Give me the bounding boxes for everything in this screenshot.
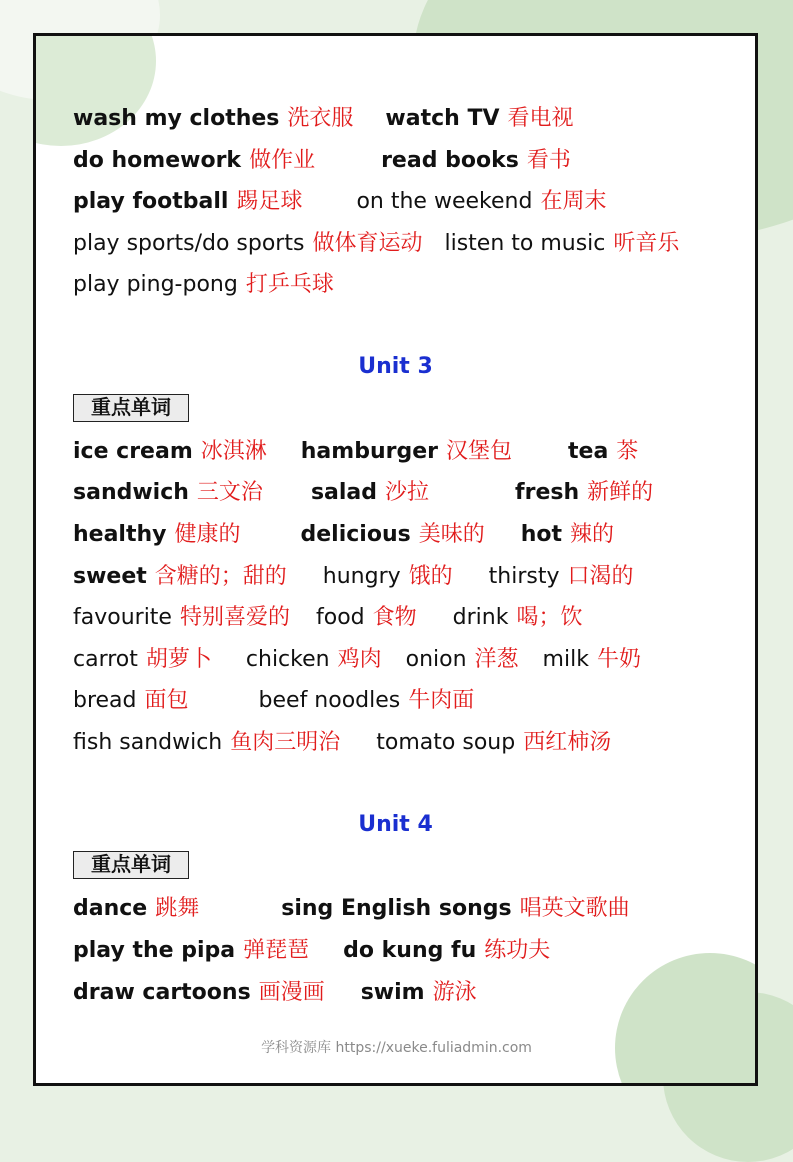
- english-term: drink: [452, 605, 509, 630]
- chinese-meaning: 唱英文歌曲: [519, 896, 630, 921]
- vocab-line: [73, 603, 582, 633]
- english-term: play the pipa: [73, 938, 236, 963]
- chinese-meaning: 洗衣服: [287, 106, 354, 131]
- vocab-pair: [73, 478, 263, 508]
- key-words-label: 重点单词: [73, 394, 189, 422]
- vocab-pair: [323, 562, 453, 592]
- unit-title: Unit 3: [358, 354, 433, 379]
- english-term: play ping-pong: [73, 272, 238, 297]
- vocab-line: [73, 146, 571, 176]
- vocab-pair: [73, 936, 309, 966]
- chinese-meaning: 鸡肉: [337, 647, 382, 672]
- english-term: do homework: [73, 148, 242, 173]
- chinese-meaning: 美味的: [418, 522, 485, 547]
- english-term: ice cream: [73, 439, 193, 464]
- chinese-meaning: 胡萝卜: [145, 647, 212, 672]
- chinese-meaning: 游泳: [432, 980, 477, 1005]
- english-term: hot: [520, 522, 563, 547]
- footer-watermark: 学科资源库 https://xueke.fuliadmin.com: [261, 1040, 532, 1056]
- english-term: healthy: [73, 522, 167, 547]
- chinese-meaning: 饿的: [408, 564, 453, 589]
- chinese-meaning: 茶: [616, 439, 639, 464]
- english-term: read books: [381, 148, 519, 173]
- vocab-pair: [385, 104, 573, 134]
- chinese-meaning: 喝；饮: [516, 605, 583, 630]
- vocab-pair: [73, 603, 290, 633]
- vocab-line: [73, 520, 614, 550]
- vocab-pair: [381, 146, 571, 176]
- chinese-meaning: 沙拉: [385, 480, 430, 505]
- chinese-meaning: 新鲜的: [587, 480, 654, 505]
- english-term: on the weekend: [356, 189, 533, 214]
- vocab-pair: [73, 894, 199, 924]
- vocab-line: [73, 229, 679, 259]
- vocab-pair: [73, 187, 302, 217]
- english-term: thirsty: [488, 564, 560, 589]
- chinese-meaning: 弹琵琶: [243, 938, 310, 963]
- chinese-meaning: 三文治: [196, 480, 263, 505]
- chinese-meaning: 练功夫: [484, 938, 551, 963]
- corner-decoration: [615, 953, 758, 1086]
- vocab-pair: [281, 894, 629, 924]
- vocab-pair: [73, 562, 287, 592]
- english-term: salad: [310, 480, 378, 505]
- vocab-pair: [73, 686, 189, 716]
- chinese-meaning: 食物: [372, 605, 417, 630]
- vocab-pair: [73, 437, 267, 467]
- chinese-meaning: 辣的: [570, 522, 615, 547]
- vocab-pair: [73, 104, 353, 134]
- chinese-meaning: 鱼肉三明治: [230, 730, 341, 755]
- chinese-meaning: 口渴的: [567, 564, 634, 589]
- english-term: sing English songs: [281, 896, 512, 921]
- vocab-pair: [316, 603, 417, 633]
- english-term: fish sandwich: [73, 730, 223, 755]
- english-term: do kung fu: [343, 938, 477, 963]
- english-term: watch TV: [385, 106, 500, 131]
- vocab-pair: [259, 686, 475, 716]
- chinese-meaning: 牛肉面: [408, 688, 475, 713]
- vocab-pair: [515, 478, 653, 508]
- vocab-pair: [301, 437, 512, 467]
- chinese-meaning: 看电视: [507, 106, 574, 131]
- chinese-meaning: 画漫画: [258, 980, 325, 1005]
- vocab-pair: [361, 978, 477, 1008]
- vocab-pair: [568, 437, 638, 467]
- chinese-meaning: 汉堡包: [445, 439, 512, 464]
- vocab-line: [73, 728, 611, 758]
- chinese-meaning: 做体育运动: [312, 231, 423, 256]
- english-term: sweet: [73, 564, 147, 589]
- chinese-meaning: 健康的: [174, 522, 241, 547]
- english-term: play football: [73, 189, 229, 214]
- english-term: tea: [568, 439, 609, 464]
- english-term: listen to music: [444, 231, 606, 256]
- vocab-pair: [376, 728, 611, 758]
- vocab-pair: [453, 603, 583, 633]
- chinese-meaning: 牛奶: [596, 647, 641, 672]
- chinese-meaning: 跳舞: [155, 896, 200, 921]
- vocab-pair: [246, 645, 382, 675]
- vocab-line: [73, 187, 606, 217]
- vocab-pair: [521, 520, 614, 550]
- english-term: wash my clothes: [73, 106, 280, 131]
- vocab-line: [73, 270, 334, 300]
- vocab-line: [73, 894, 630, 924]
- english-term: dance: [73, 896, 148, 921]
- english-term: tomato soup: [376, 730, 516, 755]
- vocab-pair: [343, 936, 550, 966]
- vocab-line: [73, 978, 477, 1008]
- vocab-pair: [444, 229, 679, 259]
- vocab-pair: [73, 978, 325, 1008]
- english-term: play sports/do sports: [73, 231, 305, 256]
- chinese-meaning: 冰淇淋: [200, 439, 267, 464]
- vocab-pair: [73, 728, 340, 758]
- vocab-line: [73, 437, 638, 467]
- chinese-meaning: 踢足球: [236, 189, 303, 214]
- key-words-label: 重点单词: [73, 851, 189, 879]
- vocab-line: [73, 686, 474, 716]
- vocab-line: [73, 936, 550, 966]
- vocab-line: [73, 478, 653, 508]
- english-term: swim: [360, 980, 425, 1005]
- english-term: sandwich: [73, 480, 189, 505]
- vocab-pair: [73, 229, 422, 259]
- vocab-line: [73, 562, 634, 592]
- vocab-line: [73, 104, 574, 134]
- chinese-meaning: 含糖的；甜的: [154, 564, 287, 589]
- vocab-pair: [356, 187, 606, 217]
- vocab-pair: [301, 520, 485, 550]
- english-term: hamburger: [300, 439, 438, 464]
- english-term: draw cartoons: [73, 980, 251, 1005]
- chinese-meaning: 特别喜爱的: [179, 605, 290, 630]
- chinese-meaning: 面包: [144, 688, 189, 713]
- english-term: milk: [542, 647, 589, 672]
- page-frame: [33, 33, 758, 1086]
- chinese-meaning: 做作业: [249, 148, 316, 173]
- english-term: hungry: [322, 564, 401, 589]
- vocab-pair: [489, 562, 634, 592]
- chinese-meaning: 看书: [526, 148, 571, 173]
- chinese-meaning: 打乒乓球: [245, 272, 334, 297]
- unit-title: Unit 4: [358, 812, 433, 837]
- english-term: fresh: [515, 480, 580, 505]
- vocab-pair: [73, 520, 241, 550]
- english-term: onion: [405, 647, 467, 672]
- english-term: chicken: [245, 647, 330, 672]
- chinese-meaning: 在周末: [540, 189, 607, 214]
- vocab-pair: [406, 645, 519, 675]
- vocab-pair: [311, 478, 429, 508]
- english-term: food: [315, 605, 365, 630]
- english-term: bread: [73, 688, 137, 713]
- vocab-pair: [73, 146, 315, 176]
- vocab-pair: [73, 645, 212, 675]
- vocab-pair: [73, 270, 334, 300]
- english-term: favourite: [73, 605, 172, 630]
- chinese-meaning: 洋葱: [474, 647, 519, 672]
- english-term: beef noodles: [258, 688, 401, 713]
- chinese-meaning: 听音乐: [613, 231, 680, 256]
- vocab-pair: [543, 645, 641, 675]
- english-term: delicious: [300, 522, 411, 547]
- vocab-line: [73, 645, 641, 675]
- english-term: carrot: [73, 647, 138, 672]
- chinese-meaning: 西红柿汤: [523, 730, 612, 755]
